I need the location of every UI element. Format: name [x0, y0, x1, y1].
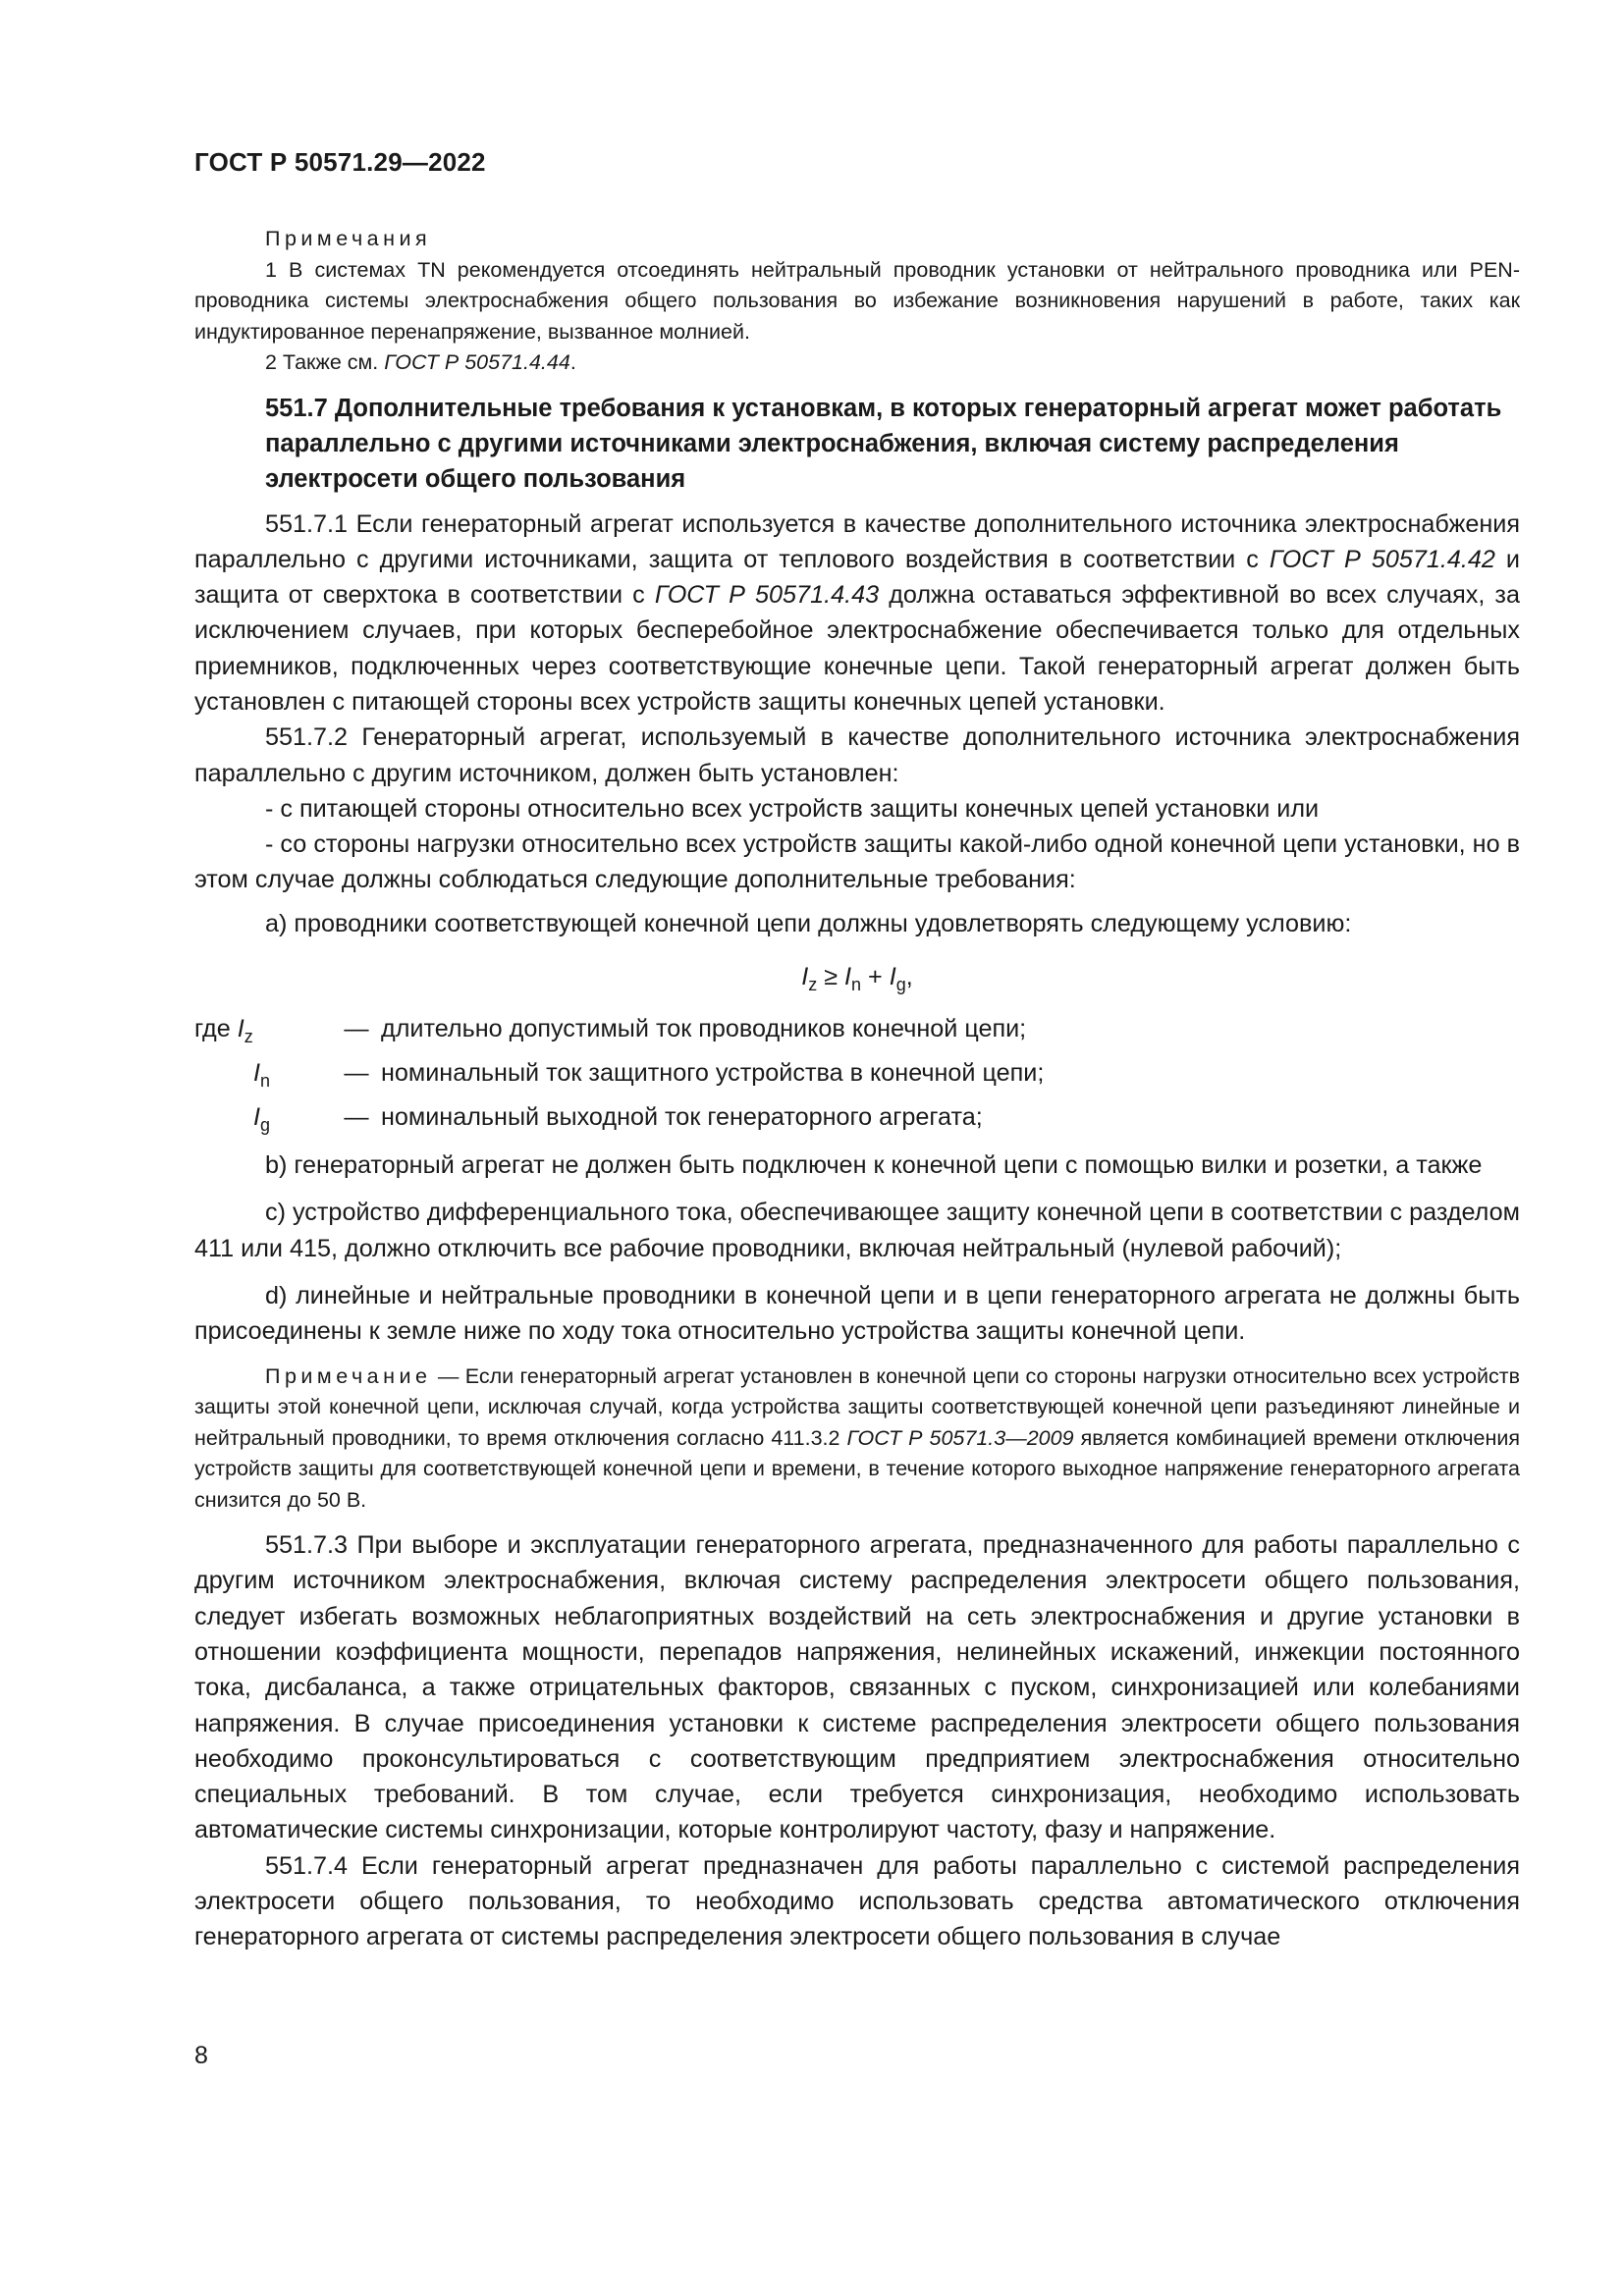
section-heading: 551.7 Дополнительные требования к установкам, в которых генераторный агрегат может работать параллельно с другими источниками электроснабжения, включая систему распределения электросети общего пользования	[265, 394, 1502, 493]
item-d: d) линейные и нейтральные проводники в конечной цепи и в цепи генераторного агрегата не должны быть присоединены к земле ниже по ходу тока относительно устройства защиты конечной цепи.	[194, 1281, 1520, 1346]
item-b: b) генераторный агрегат не должен быть подключен к конечной цепи с помощью вилки и розетки, а также	[265, 1151, 1483, 1180]
note-2: Примечание — Если генераторный агрегат установлен в конечной цепи со стороны нагрузки относительно всех устройств защиты этой конечной цепи, исключая случай, когда устройства защиты соответствующей конечной цепи разъединяют линейные и нейтральный проводники, то время отключения согласно 411.3.2 ГОСТ Р 50571.3—2009 является комбинацией времени отключения устройств защиты для соответствующей конечной цепи и времени, в течение которого выходное напряжение генераторного агрегата снизится до 50 В.	[194, 1363, 1521, 1512]
ref-gost-4-43: ГОСТ Р 50571.4.43	[654, 581, 880, 610]
item-c: c) устройство дифференциального тока, обеспечивающее защиту конечной цепи в соответствии с разделом 411 или 415, должно отключить все рабочие проводники, включая нейтральный (нулевой рабочий);	[194, 1199, 1520, 1262]
page-number: 8	[194, 2042, 208, 2069]
definition-row: $I_g$ — номинальный выходной ток генераторного агрегата;	[253, 1103, 983, 1136]
note-item-2: 2 Также см. ГОСТ Р 50571.4.44.	[265, 350, 576, 374]
list-dash-2: - со стороны нагрузки относительно всех устройств защиты какой-либо одной конечной цепи установки, но в этом случае должны соблюдаться следующие дополнительные требования:	[194, 830, 1520, 894]
paragraph-551-7-2-intro: 551.7.2 Генераторный агрегат, используемый в качестве дополнительного источника электроснабжения параллельно с другим источником, должен быть установлен:	[194, 723, 1520, 787]
ref-gost-4-42: ГОСТ Р 50571.4.42	[1269, 545, 1495, 573]
paragraph-551-7-4: 551.7.4 Если генераторный агрегат предназначен для работы параллельно с системой распределения электросети общего пользования, то необходимо использовать средства автоматического отключения генераторного агрегата от системы распределения электросети общего пользования в случае	[194, 1851, 1520, 1951]
notes-title: Примечания	[265, 227, 432, 250]
document-header: ГОСТ Р 50571.29—2022	[194, 147, 486, 177]
definition-row: $I_n$ — номинальный ток защитного устройства в конечной цепи;	[253, 1059, 1045, 1092]
ref-gost-3-2009: ГОСТ Р 50571.3—2009	[846, 1425, 1074, 1450]
item-a: a) проводники соответствующей конечной цепи должны удовлетворять следующему условию:	[265, 909, 1352, 937]
list-dash-1: - с питающей стороны относительно всех устройств защиты конечных цепей установки или	[265, 794, 1320, 823]
formula: $I_z \ge I_n + I_g$,	[801, 963, 913, 995]
definition-row: где $I_z$ — длительно допустимый ток проводников конечной цепи;	[194, 1015, 1027, 1047]
note-item-1: 1 В системах TN рекомендуется отсоединять нейтральный проводник установки от нейтрального проводника или PEN-проводника системы электроснабжения общего пользования во избежание возникновения нарушений в работе, таких как индуктированное перенапряжение, вызванное молнией.	[194, 257, 1520, 344]
paragraph-551-7-1: 551.7.1 Если генераторный агрегат используется в качестве дополнительного источника электроснабжения параллельно с другими источниками, защита от теплового воздействия в соответствии с ГОСТ Р 50571.4.42 и защита от сверхтока в соответствии с ГОСТ Р 50571.4.43 должна оставаться эффективной во всех случаях, за исключением случаев, при которых бесперебойное электроснабжение обеспечивается только для отдельных приемников, подключенных через соответствующие конечные цепи. Такой генераторный агрегат должен быть установлен с питающей стороны всех устройств защиты конечных цепей установки.	[194, 509, 1520, 716]
note-item-2-ref: ГОСТ Р 50571.4.44	[384, 350, 570, 374]
paragraph-551-7-3: 551.7.3 При выборе и эксплуатации генераторного агрегата, предназначенного для работы параллельно с другим источником электроснабжения, включая систему распределения электросети общего пользования, следует избегать возможных неблагоприятных воздействий на сеть электроснабжения и другие установки в отношении коэффициента мощности, перепадов напряжения, нелинейных искажений, инжекции постоянного тока, дисбаланса, а также отрицательных факторов, связанных с пуском, синхронизацией или колебаниями напряжения. В случае присоединения установки к системе распределения электросети общего пользования необходимо проконсультироваться с соответствующим предприятием электроснабжения относительно специальных требований. В том случае, если требуется синхронизация, необходимо использовать автоматические системы синхронизации, которые контролируют частоту, фазу и напряжение.	[194, 1531, 1520, 1844]
document-body	[194, 224, 1520, 1955]
definitions-list	[194, 1015, 1520, 1148]
